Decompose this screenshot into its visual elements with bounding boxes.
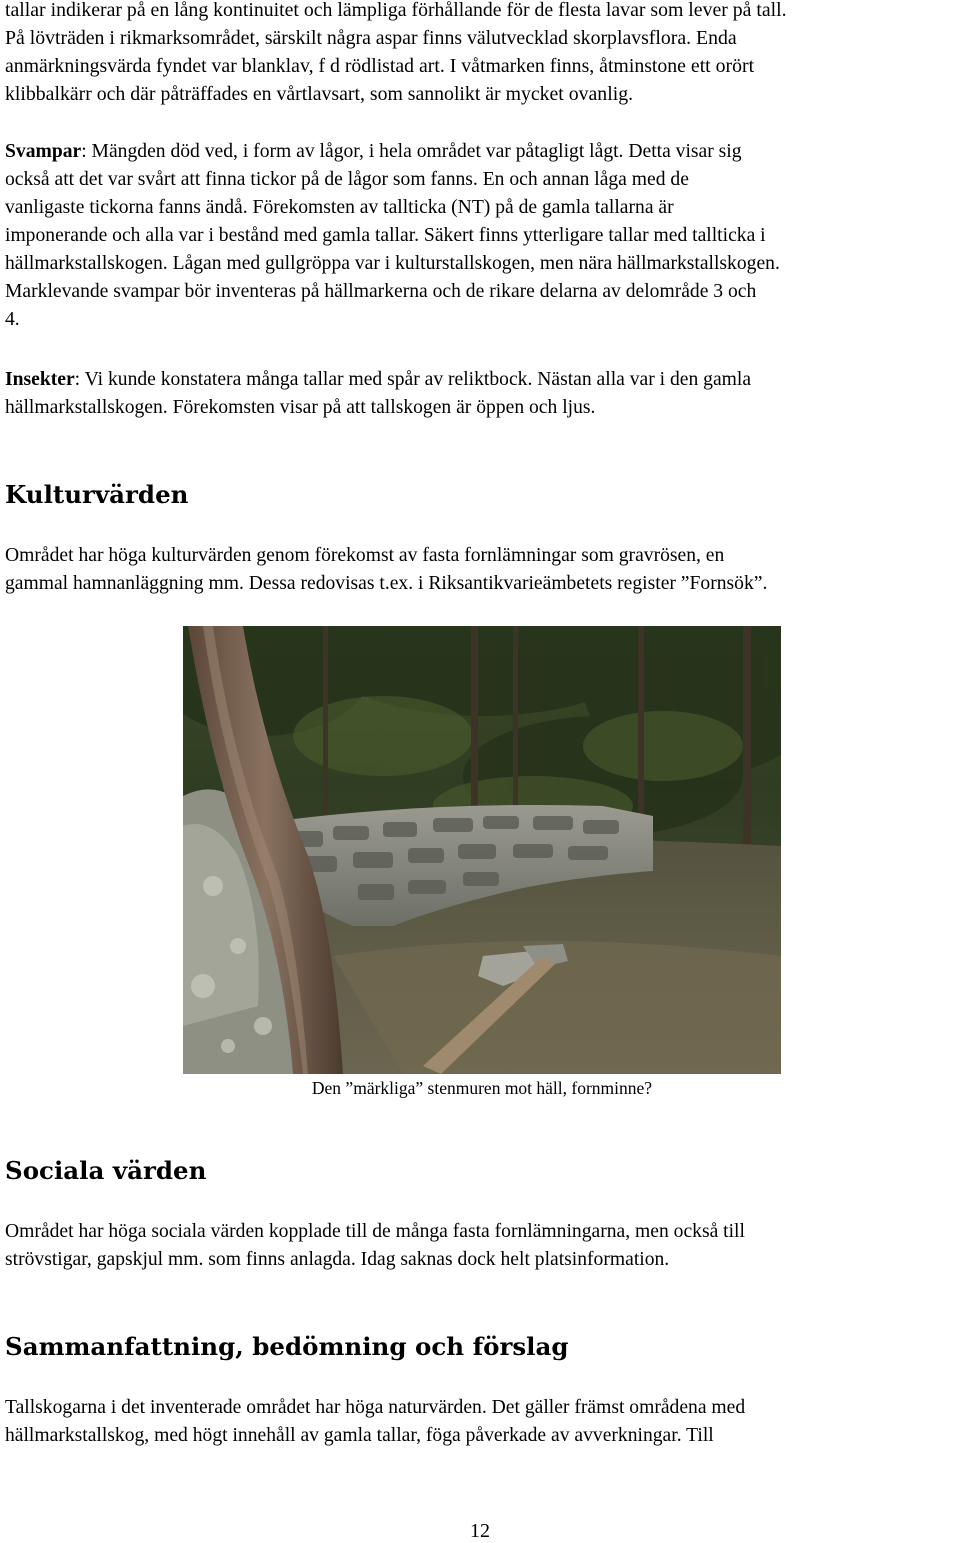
text-line: Marklevande svampar bör inventeras på hällmarkerna och de rikare delarna av delområde 3 och: [5, 281, 757, 302]
lavar-paragraph: [5, 0, 957, 108]
text-line: tallar indikerar på en lång kontinuitet och lämpliga förhållande för de flesta lavar som lever på tall.: [5, 0, 787, 21]
text-line: Området har höga kulturvärden genom förekomst av fasta fornlämningar som gravrösen, en: [5, 545, 725, 566]
text-line: anmärkningsvärda fyndet var blanklav, f d rödlistad art. I våtmarken finns, åtminstone ett orört: [5, 55, 755, 77]
section-heading-sociala-varden: Sociala värden: [5, 1156, 207, 1185]
text-line: gammal hamnanläggning mm. Dessa redovisas t.ex. i Riksantikvarieämbetets register ”Fornsök”.: [5, 573, 768, 594]
text-line: hällmarkstallskog, med högt innehåll av gamla tallar, föga påverkade av avverkningar. Till: [5, 1425, 714, 1446]
svampar-paragraph: [5, 138, 957, 334]
svampar-label: Svampar: [5, 141, 82, 162]
kultur-paragraph: [5, 542, 957, 598]
text-line: hällmarkstallskogen. Lågan med gullgröppa var i kulturstallskogen, men nära hällmarkstallskogen.: [5, 253, 780, 274]
text-line: [5, 366, 957, 394]
text-line: klibbalkärr och där påträffades en vårtlavsart, som sannolikt är mycket ovanlig.: [5, 83, 634, 105]
text-line: Tallskogarna i det inventerade området har höga naturvärden. Det gäller främst områdena med: [5, 1397, 746, 1418]
sammanfattning-paragraph: [5, 1394, 957, 1450]
insekter-first-line: : Vi kunde konstatera många tallar med spår av reliktbock. Nästan alla var i den gamla: [74, 369, 752, 390]
text-line: 4.: [5, 309, 20, 330]
sociala-paragraph: [5, 1218, 957, 1274]
insekter-label: Insekter: [5, 369, 75, 390]
text-line: På lövträden i rikmarksområdet, särskilt några aspar finns välutvecklad skorplavsflora. Enda: [5, 27, 737, 49]
text-line: också att det var svårt att finna tickor på de lågor som fanns. En och annan låga med de: [5, 169, 689, 190]
text-line: vanligaste tickorna fanns ändå. Förekomsten av tallticka (NT) på de gamla tallarna är: [5, 197, 674, 218]
text-line: [5, 138, 957, 166]
insekter-paragraph: [5, 366, 957, 422]
svampar-first-line: : Mängden död ved, i form av lågor, i hela området var påtagligt lågt. Detta visar sig: [81, 141, 742, 162]
photo-caption: Den ”märkliga” stenmuren mot häll, fornminne?: [311, 1078, 653, 1098]
section-heading-sammanfattning: Sammanfattning, bedömning och förslag: [5, 1332, 569, 1361]
stone-wall-photo: [183, 626, 781, 1074]
text-line: Området har höga sociala värden kopplade till de många fasta fornlämningarna, men också till: [5, 1221, 745, 1242]
text-line: hällmarkstallskogen. Förekomsten visar på att tallskogen är öppen och ljus.: [5, 397, 596, 418]
page-number: 12: [470, 1520, 490, 1542]
text-line: strövstigar, gapskjul mm. som finns anlagda. Idag saknas dock helt platsinformation.: [5, 1249, 670, 1270]
section-heading-kulturvarden: Kulturvärden: [5, 480, 189, 509]
text-line: imponerande och alla var i bestånd med gamla tallar. Säkert finns ytterligare tallar med tallticka i: [5, 225, 766, 246]
